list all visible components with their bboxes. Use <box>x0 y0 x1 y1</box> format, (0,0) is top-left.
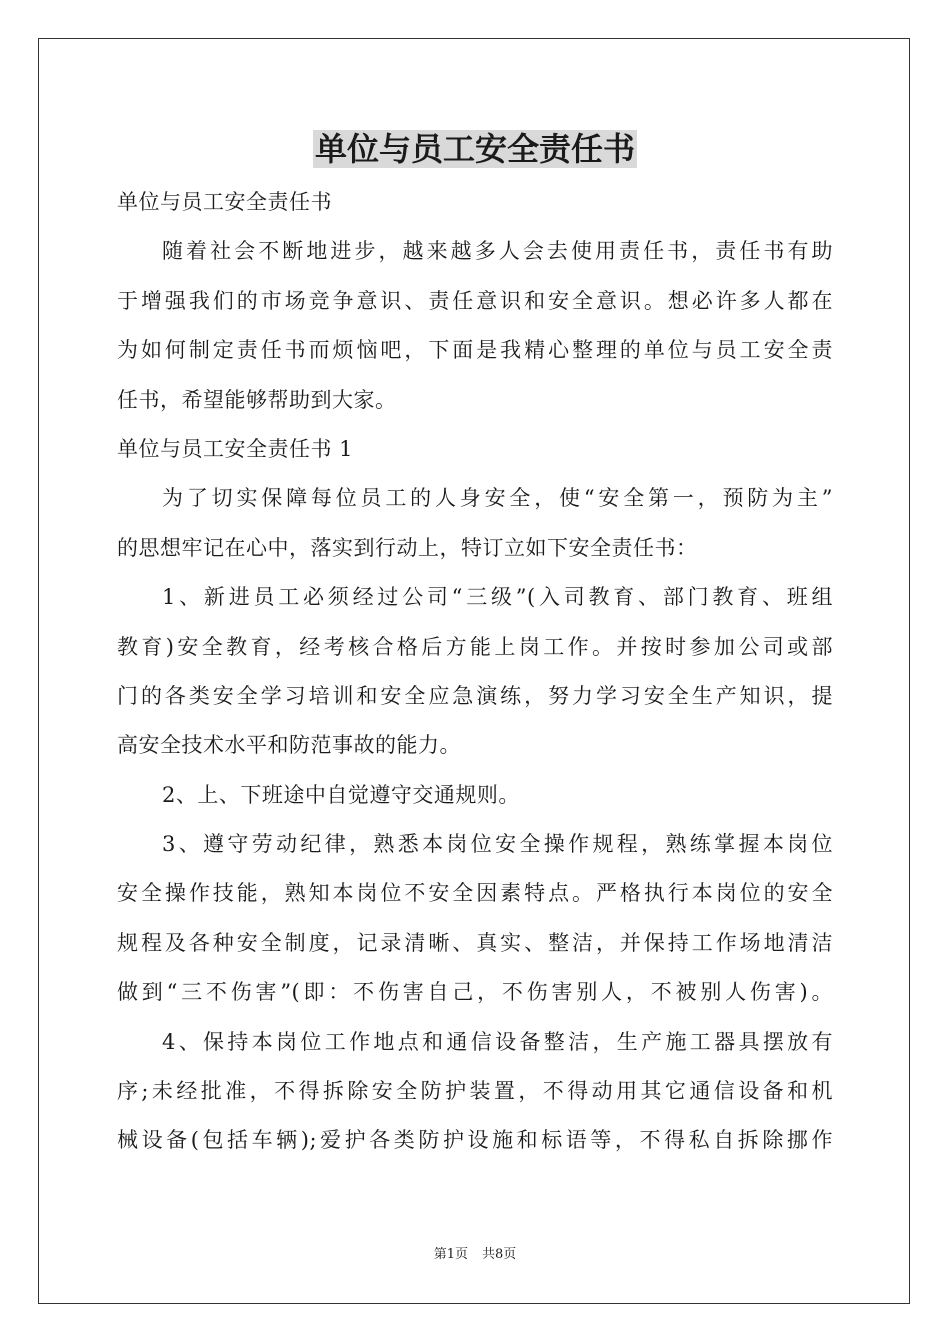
paragraph-line: 3、遵守劳动纪律，熟悉本岗位安全操作规程，熟练掌握本岗位 <box>162 832 833 857</box>
paragraph-line: 做到“三不伤害”(即：不伤害自己，不伤害别人，不被别人伤害)。 <box>117 980 833 1005</box>
paragraph-line: 安全操作技能，熟知本岗位不安全因素特点。严格执行本岗位的安全 <box>117 881 833 906</box>
paragraph-line: 2、上、下班途中自觉遵守交通规则。 <box>162 782 520 807</box>
paragraph-line: 序;未经批准，不得拆除安全防护装置，不得动用其它通信设备和机 <box>117 1079 833 1104</box>
section-heading: 单位与员工安全责任书 <box>117 190 332 214</box>
paragraph-line: 1、新进员工必须经过公司“三级”(入司教育、部门教育、班组 <box>162 585 833 610</box>
paragraph-line: 4、保持本岗位工作地点和通信设备整洁，生产施工器具摆放有 <box>162 1029 833 1054</box>
paragraph-line: 任书，希望能够帮助到大家。 <box>117 387 397 412</box>
paragraph-line: 为如何制定责任书而烦恼吧，下面是我精心整理的单位与员工安全责 <box>117 338 833 363</box>
paragraph-line: 的思想牢记在心中，落实到行动上，特订立如下安全责任书： <box>117 535 698 560</box>
paragraph-line: 规程及各种安全制度，记录清晰、真实、整洁，并保持工作场地清洁 <box>117 930 833 955</box>
paragraph-line: 为了切实保障每位员工的人身安全，使“安全第一，预防为主” <box>162 486 833 511</box>
document-title-text: 单位与员工安全责任书 <box>314 130 635 168</box>
paragraph-line: 随着社会不断地进步，越来越多人会去使用责任书，责任书有助 <box>162 239 833 264</box>
paragraph-line: 高安全技术水平和防范事故的能力。 <box>117 733 461 758</box>
document-body <box>117 178 833 1166</box>
paragraph-line: 械设备(包括车辆);爱护各类防护设施和标语等，不得私自拆除挪作 <box>117 1128 833 1153</box>
document-title <box>0 128 950 170</box>
section-heading: 单位与员工安全责任书 1 <box>117 436 354 461</box>
page-footer <box>0 1246 950 1264</box>
paragraph-line: 门的各类安全学习培训和安全应急演练，努力学习安全生产知识，提 <box>117 683 833 708</box>
paragraph-line: 教育)安全教育，经考核合格后方能上岗工作。并按时参加公司或部 <box>117 634 833 659</box>
paragraph-line: 于增强我们的市场竞争意识、责任意识和安全意识。想必许多人都在 <box>117 288 833 313</box>
page-number-current: 第1页 <box>433 1247 468 1262</box>
page-number-total: 共8页 <box>482 1247 517 1262</box>
